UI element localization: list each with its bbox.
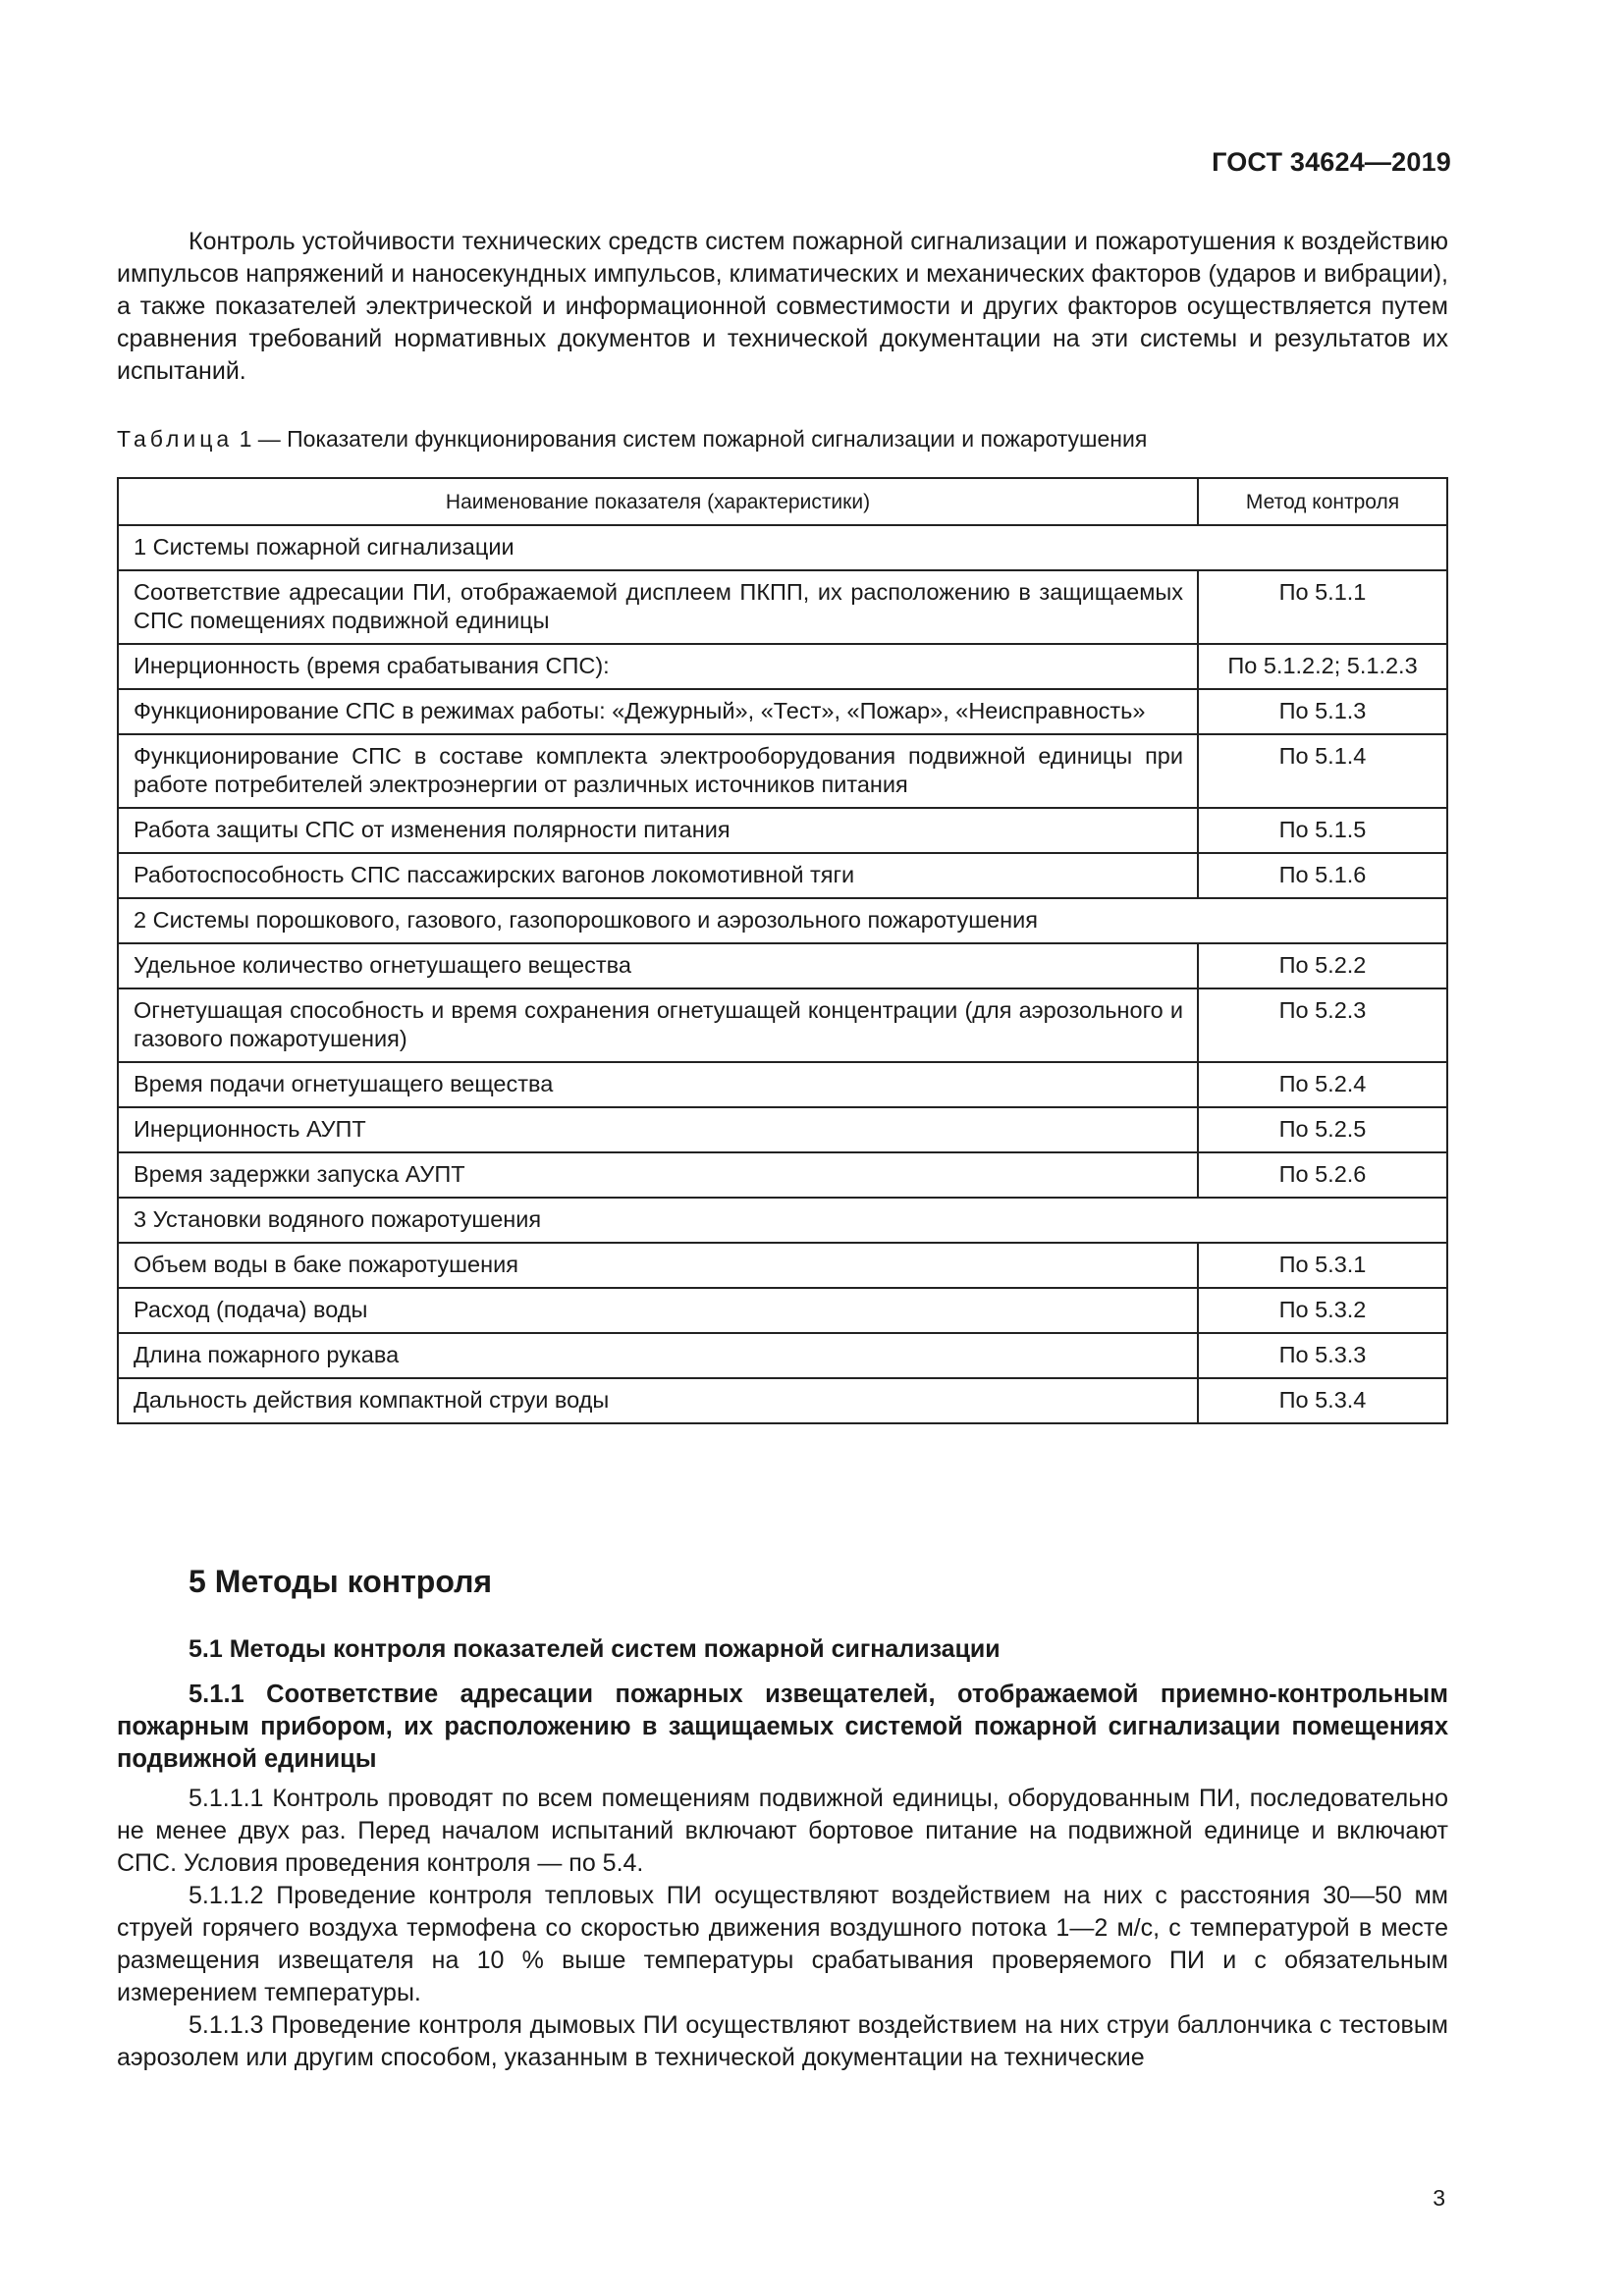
table-row <box>118 570 1447 644</box>
indicator-name-cell: Время задержки запуска АУПТ <box>118 1152 1198 1198</box>
table-caption-label: Таблица <box>117 426 234 452</box>
table-row <box>118 988 1447 1062</box>
control-method-cell: По 5.3.2 <box>1198 1288 1447 1333</box>
control-method-cell: По 5.1.2.2; 5.1.2.3 <box>1198 644 1447 689</box>
control-method-cell: По 5.1.4 <box>1198 734 1447 808</box>
clause-body <box>117 1783 1448 2074</box>
indicator-name-cell: Инерционность (время срабатывания СПС): <box>118 644 1198 689</box>
section-title-cell: 3 Установки водяного пожаротушения <box>118 1198 1447 1243</box>
indicator-name-cell: Работа защиты СПС от изменения полярности питания <box>118 808 1198 853</box>
section-title-cell: 1 Системы пожарной сигнализации <box>118 525 1447 570</box>
page-number: 3 <box>1433 2185 1445 2211</box>
control-method-cell: По 5.2.4 <box>1198 1062 1447 1107</box>
table-row <box>118 1107 1447 1152</box>
indicator-name-cell: Объем воды в баке пожаротушения <box>118 1243 1198 1288</box>
indicator-name-cell: Работоспособность СПС пассажирских вагонов локомотивной тяги <box>118 853 1198 898</box>
table-row <box>118 734 1447 808</box>
control-method-cell: По 5.2.3 <box>1198 988 1447 1062</box>
control-method-cell: По 5.1.6 <box>1198 853 1447 898</box>
table-row <box>118 1243 1447 1288</box>
table-row <box>118 644 1447 689</box>
table-row <box>118 1152 1447 1198</box>
clause-paragraph: 5.1.1.1 Контроль проводят по всем помещениям подвижной единицы, оборудованным ПИ, последовательно не менее двух раз. Перед началом испытаний включают бортовое питание на подвижной единице и включают СПС. Условия проведения контроля — по 5.4. <box>117 1785 1448 1877</box>
indicator-name-cell: Огнетушащая способность и время сохранения огнетушащей концентрации (для аэрозольного и газового пожаротушения) <box>118 988 1198 1062</box>
column-header-method: Метод контроля <box>1198 478 1447 525</box>
table-row <box>118 689 1447 734</box>
table-row <box>118 1288 1447 1333</box>
clause-heading: 5.1.1 Соответствие адресации пожарных извещателей, отображаемой приемно-контрольным пожарным прибором, их расположению в защищаемых системой пожарной сигнализации помещениях подвижной единицы <box>117 1681 1448 1773</box>
table-row <box>118 1062 1447 1107</box>
table-row <box>118 1333 1447 1378</box>
table-row <box>118 808 1447 853</box>
indicator-name-cell: Инерционность АУПТ <box>118 1107 1198 1152</box>
section-heading: 5 Методы контроля <box>189 1564 493 1599</box>
table-row <box>118 853 1447 898</box>
clause-paragraph: 5.1.1.2 Проведение контроля тепловых ПИ осуществляют воздействием на них с расстояния 30—50 мм струей горячего воздуха термофена со скоростью движения воздушного потока 1—2 м/с, с температурой в месте размещения извещателя на 10 % выше температуры срабатывания проверяемого ПИ и с обязательным измерением температуры. <box>117 1882 1448 2006</box>
control-method-cell: По 5.3.1 <box>1198 1243 1447 1288</box>
document-code: ГОСТ 34624—2019 <box>1212 147 1451 177</box>
table-header-row <box>118 478 1447 525</box>
table-caption <box>117 426 1147 453</box>
control-method-cell: По 5.2.5 <box>1198 1107 1447 1152</box>
indicator-name-cell: Функционирование СПС в составе комплекта электрооборудования подвижной единицы при работе потребителей электроэнергии от различных источников питания <box>118 734 1198 808</box>
subsection-heading: 5.1 Методы контроля показателей систем пожарной сигнализации <box>189 1635 1001 1663</box>
section-title-cell: 2 Системы порошкового, газового, газопорошкового и аэрозольного пожаротушения <box>118 898 1447 943</box>
control-method-cell: По 5.2.2 <box>1198 943 1447 988</box>
table-row <box>118 1378 1447 1423</box>
indicator-name-cell: Длина пожарного рукава <box>118 1333 1198 1378</box>
table-section-row <box>118 1198 1447 1243</box>
indicators-table <box>117 477 1448 1424</box>
clause-paragraph: 5.1.1.3 Проведение контроля дымовых ПИ осуществляют воздействием на них струи баллончика с тестовым аэрозолем или другим способом, указанным в технической документации на технические <box>117 2011 1448 2071</box>
control-method-cell: По 5.2.6 <box>1198 1152 1447 1198</box>
indicator-name-cell: Время подачи огнетушащего вещества <box>118 1062 1198 1107</box>
control-method-cell: По 5.1.3 <box>1198 689 1447 734</box>
indicator-name-cell: Удельное количество огнетушащего вещества <box>118 943 1198 988</box>
control-method-cell: По 5.3.3 <box>1198 1333 1447 1378</box>
control-method-cell: По 5.3.4 <box>1198 1378 1447 1423</box>
table-row <box>118 943 1447 988</box>
indicator-name-cell: Дальность действия компактной струи воды <box>118 1378 1198 1423</box>
control-method-cell: По 5.1.5 <box>1198 808 1447 853</box>
control-method-cell: По 5.1.1 <box>1198 570 1447 644</box>
table-body <box>118 525 1447 1423</box>
indicator-name-cell: Соответствие адресации ПИ, отображаемой дисплеем ПКПП, их расположению в защищаемых СПС помещениях подвижной единицы <box>118 570 1198 644</box>
table-section-row <box>118 525 1447 570</box>
table-section-row <box>118 898 1447 943</box>
table-caption-text: 1 — Показатели функционирования систем пожарной сигнализации и пожаротушения <box>239 426 1148 452</box>
column-header-name: Наименование показателя (характеристики) <box>118 478 1198 525</box>
intro-paragraph: Контроль устойчивости технических средств систем пожарной сигнализации и пожаротушения к воздействию импульсов напряжений и наносекундных импульсов, климатических и механических факторов (ударов и вибрации), а также показателей электрической и информационной совместимости и других факторов осуществляется путем сравнения требований нормативных документов и технической документации на эти системы и результатов их испытаний. <box>117 228 1448 385</box>
indicator-name-cell: Расход (подача) воды <box>118 1288 1198 1333</box>
indicator-name-cell: Функционирование СПС в режимах работы: «Дежурный», «Тест», «Пожар», «Неисправность» <box>118 689 1198 734</box>
